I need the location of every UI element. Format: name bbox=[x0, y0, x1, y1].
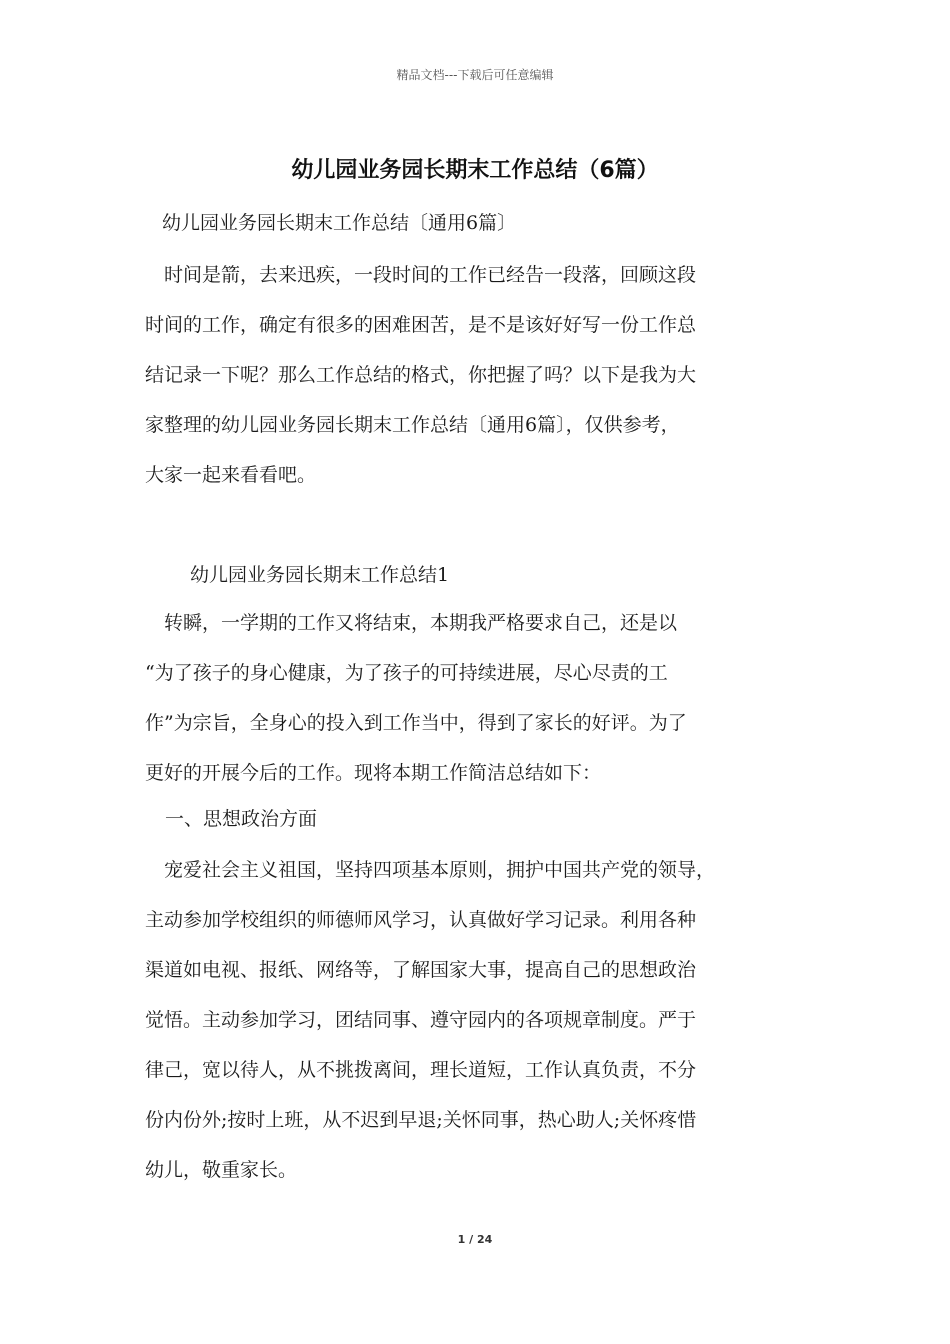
paragraph-line: 更好的开展今后的工作。现将本期工作简洁总结如下： bbox=[145, 762, 602, 784]
intro-paragraph bbox=[145, 250, 817, 500]
paragraph-line: 家整理的幼儿园业务园长期末工作总结〔通用6篇〕，仅供参考， bbox=[145, 414, 680, 436]
section-title: 幼儿园业务园长期末工作总结1 bbox=[190, 564, 450, 586]
page-header: 精品文档---下载后可任意编辑 bbox=[396, 68, 554, 82]
paragraph-line: 转瞬，一学期的工作又将结束，本期我严格要求自己，还是以 bbox=[145, 612, 678, 634]
section-intro-paragraph bbox=[145, 598, 817, 798]
paragraph-line: 觉悟。主动参加学习，团结同事、遵守园内的各项规章制度。严于 bbox=[145, 1009, 697, 1031]
paragraph-line: 作”为宗旨，全身心的投入到工作当中，得到了家长的好评。为了 bbox=[145, 712, 687, 734]
paragraph-line: 宠爱社会主义祖国，坚持四项基本原则，拥护中国共产党的领导， bbox=[145, 859, 716, 881]
paragraph-line: 渠道如电视、报纸、网络等，了解国家大事，提高自己的思想政治 bbox=[145, 959, 697, 981]
document-title: 幼儿园业务园长期末工作总结（6篇） bbox=[291, 158, 659, 183]
paragraph-line: 大家一起来看看吧。 bbox=[145, 464, 317, 486]
page-number: 1 / 24 bbox=[457, 1233, 493, 1246]
paragraph-line: 主动参加学校组织的师德师风学习，认真做好学习记录。利用各种 bbox=[145, 909, 697, 931]
paragraph-line: 时间是箭，去来迅疾，一段时间的工作已经告一段落，回顾这段 bbox=[145, 264, 697, 286]
paragraph-line: 幼儿，敬重家长。 bbox=[145, 1159, 298, 1181]
subsection-paragraph bbox=[145, 845, 817, 1195]
subsection-heading: 一、思想政治方面 bbox=[165, 808, 318, 830]
paragraph-line: 份内份外;按时上班，从不迟到早退;关怀同事，热心助人;关怀疼惜 bbox=[145, 1109, 697, 1131]
paragraph-line: 结记录一下呢？那么工作总结的格式，你把握了吗？以下是我为大 bbox=[145, 364, 697, 386]
paragraph-line: “为了孩子的身心健康，为了孩子的可持续进展，尽心尽责的工 bbox=[145, 662, 668, 684]
paragraph-line: 时间的工作，确定有很多的困难困苦，是不是该好好写一份工作总 bbox=[145, 314, 697, 336]
paragraph-line: 律己，宽以待人，从不挑拨离间，理长道短，工作认真负责，不分 bbox=[145, 1059, 697, 1081]
document-subtitle: 幼儿园业务园长期末工作总结〔通用6篇〕 bbox=[162, 212, 517, 234]
